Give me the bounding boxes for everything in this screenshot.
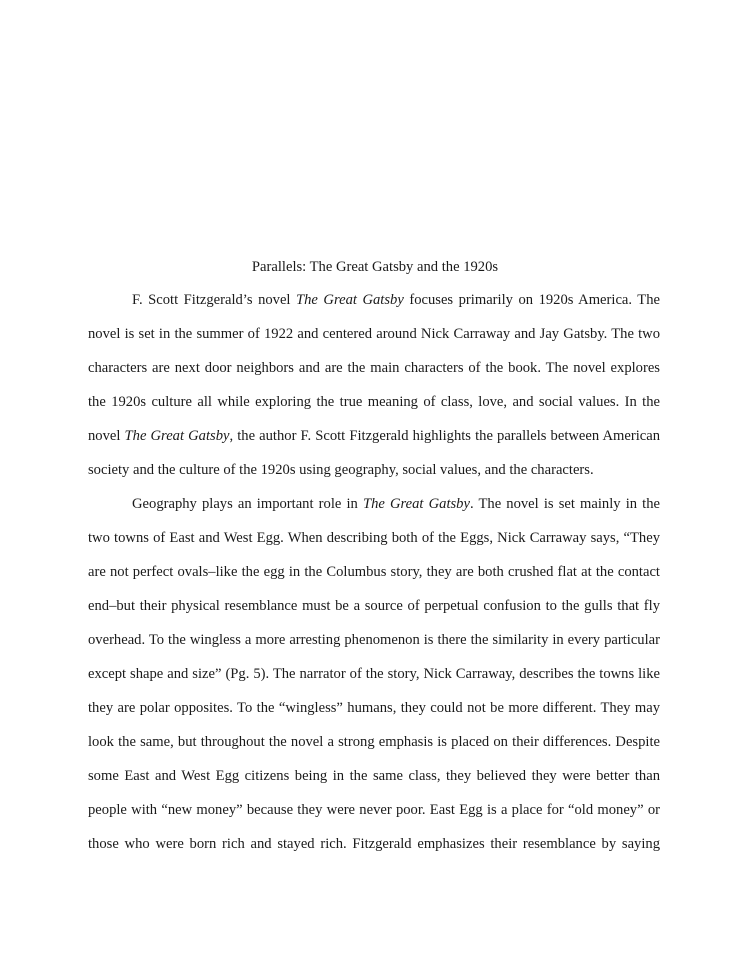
paragraph-2-line-5: overhead. To the wingless a more arresting phenomenon is there the similarity in every particular [88,632,660,648]
paragraph-1-line-6: society and the culture of the 1920s using geography, social values, and the characters. [88,462,594,478]
paragraph-2-line-11: those who were born rich and stayed rich. Fitzgerald emphasizes their resemblance by saying [88,836,660,852]
book-title-italic: The Great Gatsby [296,292,404,308]
paragraph-2-line-2: two towns of East and West Egg. When describing both of the Eggs, Nick Carraway says, “They [88,530,660,546]
paragraph-2-line-9: some East and West Egg citizens being in the same class, they believed they were better than [88,768,660,784]
paragraph-2-line-7: they are polar opposites. To the “wingless” humans, they could not be more different. They may [88,700,660,716]
text-run: . The novel is set mainly in the [469,496,661,512]
paragraph-1-line-5 [88,426,660,446]
essay-title: Parallels: The Great Gatsby and the 1920s [251,259,499,275]
paragraph-2-line-10: people with “new money” because they were never poor. East Egg is a place for “old money” or [88,802,660,818]
paragraph-2-line-3: are not perfect ovals–like the egg in the Columbus story, they are both crushed flat at the contact [88,564,660,580]
text-run: focuses primarily on 1920s America. The [403,292,660,308]
paragraph-1-line-1 [132,290,660,310]
paragraph-2-line-6: except shape and size” (Pg. 5). The narrator of the story, Nick Carraway, describes the towns like [88,666,660,682]
paragraph-1-line-2: novel is set in the summer of 1922 and centered around Nick Carraway and Jay Gatsby. The two [88,326,660,342]
paragraph-1-line-4: the 1920s culture all while exploring the true meaning of class, love, and social values. In the [88,394,660,410]
book-title-italic: The Great Gatsby [124,428,230,444]
text-run: F. Scott Fitzgerald’s novel [132,292,297,308]
text-run: Geography plays an important role in [132,496,363,512]
paragraph-1-line-3: characters are next door neighbors and are the main characters of the book. The novel explores [88,360,660,376]
text-run: , the author F. Scott Fitzgerald highlights the parallels between American [229,428,661,444]
book-title-italic: The Great Gatsby [362,496,470,512]
paragraph-2-line-4: end–but their physical resemblance must be a source of perpetual confusion to the gulls that fly [88,598,660,614]
text-run: novel [88,428,125,444]
paragraph-2-line-1 [132,494,660,514]
paragraph-2-line-8: look the same, but throughout the novel a strong emphasis is placed on their differences. Despite [88,734,660,750]
